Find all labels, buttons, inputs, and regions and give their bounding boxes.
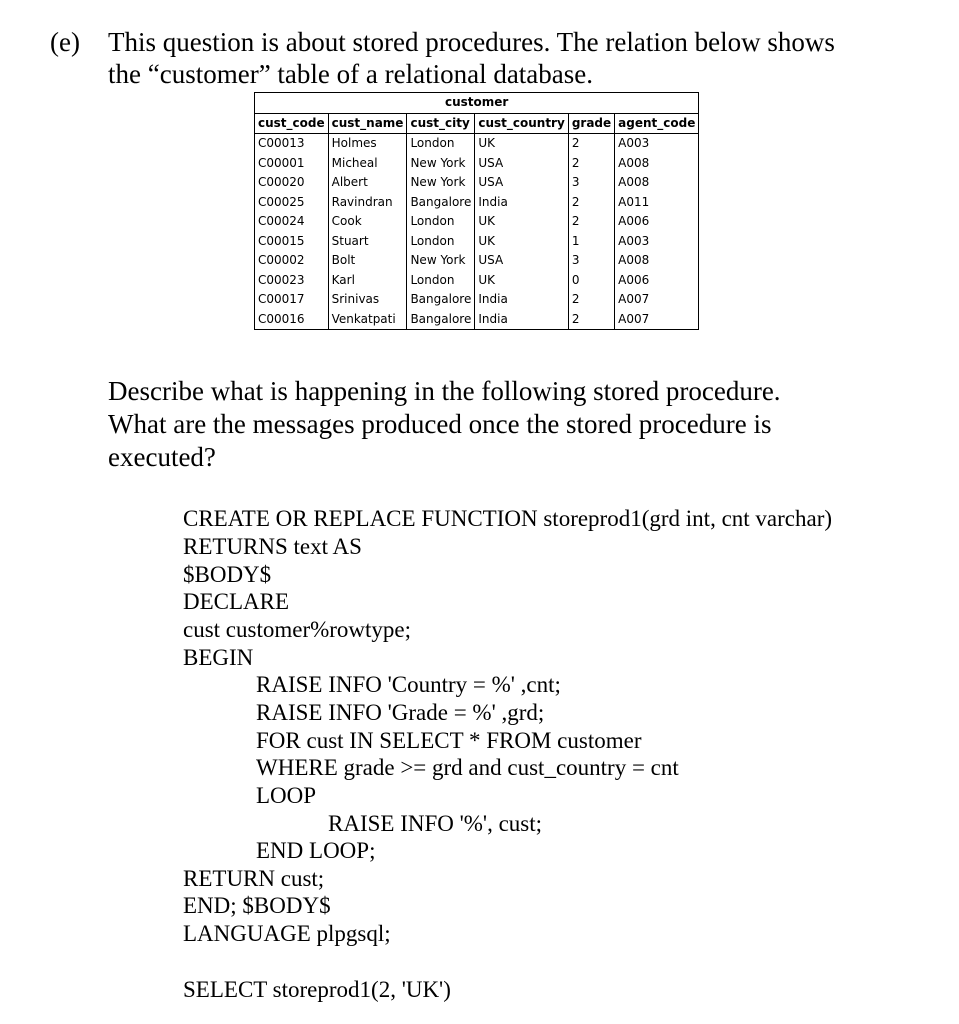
table-cell: 0 <box>568 271 614 291</box>
table-row <box>255 154 699 174</box>
column-header: grade <box>568 113 614 134</box>
table-cell: A003 <box>615 134 699 154</box>
column-header: cust_code <box>255 113 329 134</box>
table-cell: UK <box>475 212 568 232</box>
table-cell: C00024 <box>255 212 329 232</box>
table-cell: Bangalore <box>407 290 475 310</box>
code-line: CREATE OR REPLACE FUNCTION storeprod1(grd int, cnt varchar) <box>183 506 833 531</box>
table-cell: USA <box>475 154 568 174</box>
code-line: END; $BODY$ <box>183 893 331 918</box>
table-cell: 2 <box>568 134 614 154</box>
table-cell: A006 <box>615 271 699 291</box>
table-cell: A008 <box>615 154 699 174</box>
table-cell: Cook <box>328 212 407 232</box>
table-cell: 2 <box>568 212 614 232</box>
table-caption-row <box>255 93 699 114</box>
question-label: (e) <box>50 27 80 57</box>
code-line: cust customer%rowtype; <box>183 617 412 642</box>
code-line: RETURN cust; <box>183 866 325 891</box>
table-cell: Micheal <box>328 154 407 174</box>
prompt-line-1: Describe what is happening in the following stored procedure. <box>108 376 781 406</box>
table-cell: 2 <box>568 193 614 213</box>
table-cell: Holmes <box>328 134 407 154</box>
table-cell: C00017 <box>255 290 329 310</box>
table-cell: A006 <box>615 212 699 232</box>
table-row <box>255 173 699 193</box>
table-cell: UK <box>475 232 568 252</box>
code-line: SELECT storeprod1(2, 'UK') <box>183 977 451 1002</box>
table-cell: A011 <box>615 193 699 213</box>
table-row <box>255 310 699 330</box>
table-cell: Bolt <box>328 251 407 271</box>
table-cell: C00015 <box>255 232 329 252</box>
table-cell: Bangalore <box>407 193 475 213</box>
table-cell: A008 <box>615 173 699 193</box>
table-cell: C00013 <box>255 134 329 154</box>
table-caption: customer <box>255 93 699 114</box>
table-cell: 2 <box>568 310 614 330</box>
table-cell: C00023 <box>255 271 329 291</box>
table-cell: New York <box>407 173 475 193</box>
table-cell: C00025 <box>255 193 329 213</box>
table-cell: 3 <box>568 173 614 193</box>
code-line: RAISE INFO 'Country = %' ,cnt; <box>256 672 561 697</box>
table-cell: London <box>407 232 475 252</box>
table-row <box>255 271 699 291</box>
question-text-line-2: the “customer” table of a relational database. <box>108 59 594 89</box>
prompt-line-3: executed? <box>108 442 216 472</box>
column-header: agent_code <box>615 113 699 134</box>
question-text-line-1: This question is about stored procedures. The relation below shows <box>108 27 835 57</box>
table-header-row <box>255 113 699 134</box>
table-cell: India <box>475 193 568 213</box>
table-cell: Ravindran <box>328 193 407 213</box>
table-row <box>255 232 699 252</box>
code-line: BEGIN <box>183 645 254 670</box>
code-line: END LOOP; <box>256 838 376 863</box>
table-cell: C00020 <box>255 173 329 193</box>
table-cell: London <box>407 134 475 154</box>
table-cell: 1 <box>568 232 614 252</box>
table-cell: USA <box>475 173 568 193</box>
column-header: cust_country <box>475 113 568 134</box>
table-cell: Venkatpati <box>328 310 407 330</box>
code-line: DECLARE <box>183 589 290 614</box>
column-header: cust_name <box>328 113 407 134</box>
table-cell: Stuart <box>328 232 407 252</box>
table-body <box>255 134 699 330</box>
table-cell: C00016 <box>255 310 329 330</box>
table-row <box>255 251 699 271</box>
table-cell: UK <box>475 134 568 154</box>
table-cell: A008 <box>615 251 699 271</box>
code-line: WHERE grade >= grd and cust_country = cnt <box>256 755 679 780</box>
table-cell: C00002 <box>255 251 329 271</box>
table-cell: India <box>475 290 568 310</box>
column-header: cust_city <box>407 113 475 134</box>
table-cell: New York <box>407 251 475 271</box>
table-row <box>255 290 699 310</box>
code-line: LANGUAGE plpgsql; <box>183 921 391 946</box>
table-cell: UK <box>475 271 568 291</box>
table-cell: USA <box>475 251 568 271</box>
table-cell: 2 <box>568 154 614 174</box>
table-cell: Srinivas <box>328 290 407 310</box>
table-cell: 2 <box>568 290 614 310</box>
code-line: FOR cust IN SELECT * FROM customer <box>256 728 642 753</box>
code-line: RAISE INFO '%', cust; <box>328 811 543 836</box>
table-cell: India <box>475 310 568 330</box>
table-cell: A007 <box>615 310 699 330</box>
table-cell: A003 <box>615 232 699 252</box>
table-cell: London <box>407 212 475 232</box>
table-cell: C00001 <box>255 154 329 174</box>
table-row <box>255 134 699 154</box>
code-line: $BODY$ <box>183 562 272 587</box>
customer-table <box>254 92 699 330</box>
table-cell: A007 <box>615 290 699 310</box>
table-cell: London <box>407 271 475 291</box>
table-row <box>255 193 699 213</box>
code-line: RAISE INFO 'Grade = %' ,grd; <box>256 700 545 725</box>
table-row <box>255 212 699 232</box>
prompt-line-2: What are the messages produced once the stored procedure is <box>108 409 772 439</box>
table-cell: 3 <box>568 251 614 271</box>
code-line: LOOP <box>256 783 317 808</box>
table-cell: New York <box>407 154 475 174</box>
code-line: RETURNS text AS <box>183 534 362 559</box>
table-cell: Bangalore <box>407 310 475 330</box>
table-cell: Karl <box>328 271 407 291</box>
table-cell: Albert <box>328 173 407 193</box>
